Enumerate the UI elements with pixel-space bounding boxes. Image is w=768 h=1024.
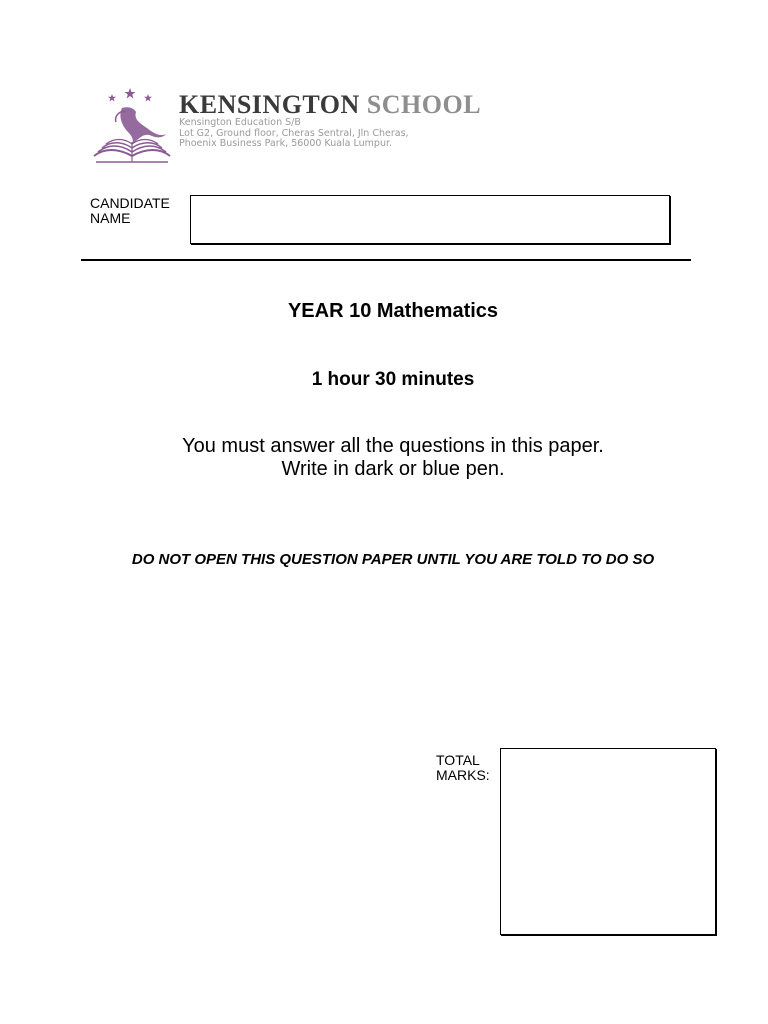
candidate-name-field[interactable]	[190, 195, 670, 244]
school-name-primary: KENSINGTON	[179, 90, 360, 119]
school-crest-icon	[92, 86, 172, 166]
exam-instructions	[0, 435, 768, 481]
exam-warning: DO NOT OPEN THIS QUESTION PAPER UNTIL YOU ARE TOLD TO DO SO	[131, 551, 655, 568]
school-name	[179, 90, 481, 120]
exam-duration: 1 hour 30 minutes	[311, 369, 475, 390]
school-address	[179, 118, 409, 150]
address-line: Phoenix Business Park, 56000 Kuala Lumpur.	[179, 138, 393, 149]
header-divider	[81, 259, 691, 261]
total-marks-field[interactable]	[500, 748, 716, 935]
exam-subject: YEAR 10 Mathematics	[287, 300, 499, 322]
address-line: Lot G2, Ground floor, Cheras Sentral, Jln Cheras,	[179, 127, 409, 139]
school-name-secondary: SCHOOL	[366, 90, 482, 119]
instruction-line: You must answer all the questions in this paper.	[182, 435, 604, 457]
candidate-name-label: CANDIDATE NAME	[90, 195, 170, 226]
total-marks-label: TOTAL MARKS:	[436, 752, 490, 783]
address-line: Kensington Education S/B	[179, 117, 301, 128]
instruction-line: Write in dark or blue pen.	[281, 458, 505, 480]
